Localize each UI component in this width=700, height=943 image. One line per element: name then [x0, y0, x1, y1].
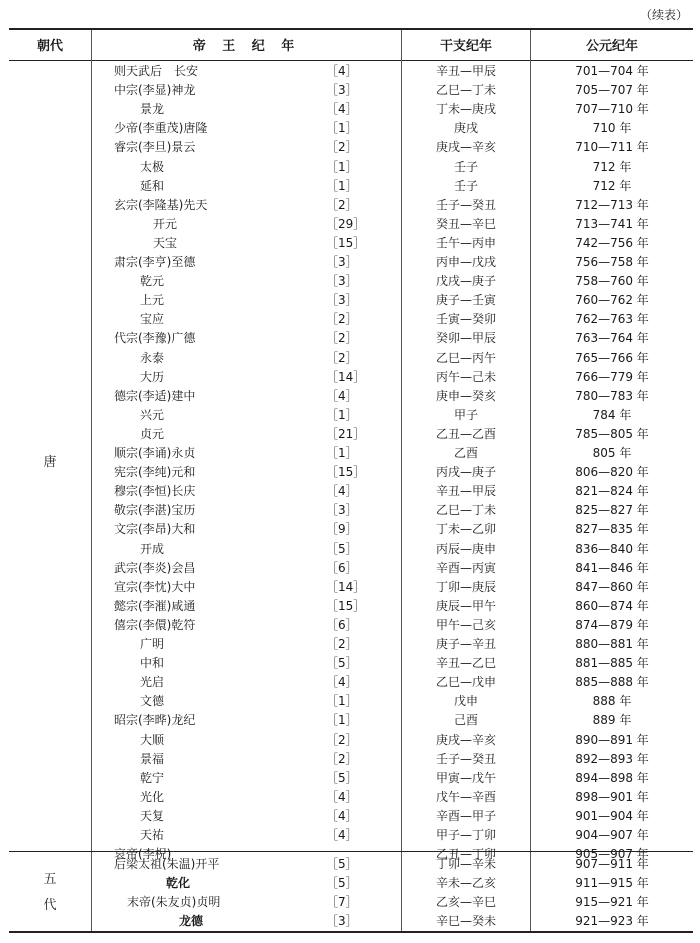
- reign-name: 光启: [140, 675, 165, 690]
- ganzhi-years: 壬子: [453, 159, 478, 174]
- reign-years: ［29］: [326, 216, 366, 231]
- ganzhi-years: 庚子—辛丑: [435, 637, 496, 651]
- table-row: [0, 368, 700, 387]
- reign-years: ［15］: [326, 465, 366, 480]
- ad-years: 806—820 年: [575, 465, 649, 480]
- reign-years: ［5］: [326, 541, 358, 556]
- reign-years: ［14］: [326, 369, 366, 384]
- reign-name: 乾宁: [140, 770, 165, 785]
- reign-years: ［4］: [326, 388, 358, 403]
- reign-name: 上元: [140, 293, 165, 308]
- ganzhi-years: 辛酉—丙寅: [435, 560, 496, 575]
- reign-years: ［1］: [326, 121, 358, 136]
- ganzhi-years: 辛巳—癸未: [435, 914, 496, 929]
- table-row: [0, 788, 700, 807]
- ganzhi-years: 壬子—癸丑: [435, 197, 496, 212]
- reign-years: ［6］: [326, 560, 358, 575]
- reign-years: ［1］: [326, 446, 358, 460]
- ganzhi-years: 甲午—己亥: [435, 617, 496, 632]
- table-row: [0, 425, 700, 444]
- ganzhi-years: 庚戌—辛亥: [435, 140, 496, 155]
- ad-years: 712—713 年: [575, 197, 649, 212]
- ad-years: 915—921 年: [575, 895, 649, 910]
- table-row: [0, 855, 700, 874]
- reign-years: ［5］: [326, 656, 358, 671]
- header-rule: [9, 60, 693, 61]
- reign-years: ［3］: [326, 255, 358, 269]
- ad-years: 860—874 年: [575, 598, 649, 613]
- reign-years: ［5］: [326, 876, 358, 891]
- table-row: [0, 750, 700, 769]
- ganzhi-years: 乙巳—丙午: [435, 350, 496, 365]
- reign-name: 则天武后 长安: [114, 64, 199, 78]
- ganzhi-years: 乙巳—丁未: [435, 503, 496, 518]
- reign-years: ［4］: [326, 64, 358, 78]
- reign-years: ［1］: [326, 713, 358, 728]
- ganzhi-years: 庚戌—辛亥: [435, 732, 496, 747]
- ganzhi-years: 甲子: [453, 407, 478, 422]
- ad-years: 827—835 年: [575, 522, 649, 537]
- ganzhi-years: 戊戌—庚子: [435, 274, 496, 289]
- table-row: [0, 769, 700, 788]
- dynasty-label: [9, 455, 91, 471]
- reign-name: 兴元: [140, 407, 165, 422]
- ad-years: 898—901 年: [575, 789, 649, 804]
- header-dynasty: 朝代: [36, 39, 63, 54]
- table-row: [0, 100, 700, 119]
- reign-years: ［1］: [326, 159, 358, 174]
- table-row: [0, 692, 700, 711]
- ad-years: 710—711 年: [575, 140, 649, 155]
- ganzhi-years: 壬午—丙申: [435, 235, 496, 250]
- ganzhi-years: 丙午—己未: [435, 369, 496, 384]
- table-row: [0, 501, 700, 520]
- reign-name: 中宗(李显)神龙: [114, 83, 196, 98]
- table-row: [0, 138, 700, 157]
- reign-name: 穆宗(李恒)长庆: [114, 484, 196, 499]
- table-row: [0, 874, 700, 893]
- table-row: [0, 893, 700, 912]
- table-row: [0, 826, 700, 845]
- ganzhi-years: 庚辰—甲午: [435, 598, 496, 613]
- reign-name: 永泰: [140, 350, 165, 365]
- reign-name: 德宗(李适)建中: [114, 388, 196, 403]
- ganzhi-years: 乙酉: [453, 446, 478, 460]
- table-row: [0, 196, 700, 215]
- reign-name: 懿宗(李漼)咸通: [114, 598, 196, 613]
- ganzhi-years: 己酉: [453, 713, 478, 728]
- table-row: [0, 654, 700, 673]
- ad-years: 836—840 年: [575, 541, 649, 556]
- reign-name: 文德: [140, 694, 165, 709]
- table-row: [0, 540, 700, 559]
- reign-name: 肃宗(李亨)至德: [114, 255, 196, 269]
- ganzhi-years: 辛丑—乙巳: [435, 656, 496, 671]
- table-row: [0, 578, 700, 597]
- table-row: [0, 635, 700, 654]
- reign-name: 武宗(李炎)会昌: [114, 560, 196, 575]
- ganzhi-years: 壬子: [453, 178, 478, 193]
- reign-name: 后梁太祖(朱温)开平: [114, 857, 220, 871]
- reign-name: 大历: [140, 369, 165, 384]
- table-row: [0, 158, 700, 177]
- ad-years: 742—756 年: [575, 235, 649, 250]
- ad-years: 901—904 年: [575, 808, 649, 823]
- ad-years: 894—898 年: [575, 770, 649, 785]
- table-row: [0, 463, 700, 482]
- reign-years: ［7］: [326, 895, 358, 910]
- ad-years: 892—893 年: [575, 751, 649, 766]
- reign-years: ［3］: [326, 293, 358, 308]
- table-row: [0, 234, 700, 253]
- ganzhi-years: 丁未—乙卯: [435, 522, 496, 537]
- reign-name: 昭宗(李晔)龙纪: [114, 713, 196, 728]
- reign-years: ［5］: [326, 857, 358, 871]
- ad-years: 889 年: [592, 713, 632, 728]
- ganzhi-years: 丁未—庚戌: [435, 102, 496, 117]
- ganzhi-years: 甲子—丁卯: [435, 828, 496, 842]
- ad-years: 881—885 年: [575, 656, 649, 671]
- ad-years: 712 年: [592, 159, 632, 174]
- ad-years: 713—741 年: [575, 216, 649, 231]
- reign-name: 少帝(李重茂)唐隆: [114, 121, 208, 136]
- ganzhi-years: 庚申—癸亥: [435, 388, 496, 403]
- reign-name: 睿宗(李旦)景云: [114, 140, 196, 155]
- reign-name: 天宝: [153, 235, 178, 250]
- ganzhi-years: 乙丑—乙酉: [435, 426, 496, 441]
- top-rule: [9, 28, 693, 30]
- table-row: [0, 272, 700, 291]
- reign-years: ［2］: [326, 312, 358, 327]
- reign-name: 开元: [153, 216, 178, 231]
- ad-years: 707—710 年: [575, 102, 649, 117]
- reign-years: ［2］: [326, 732, 358, 747]
- reign-name: 开成: [140, 541, 165, 556]
- reign-years: ［1］: [326, 694, 358, 709]
- table-row: [0, 559, 700, 578]
- ad-years: 805 年: [592, 446, 632, 460]
- table-row: [0, 329, 700, 348]
- reign-years: ［2］: [326, 751, 358, 766]
- ganzhi-years: 壬寅—癸卯: [435, 312, 496, 327]
- reign-name: 贞元: [140, 426, 165, 441]
- reign-years: ［4］: [326, 675, 358, 690]
- header-reign: 帝 王 纪 年: [192, 39, 301, 54]
- continued-label: （续表）: [639, 8, 688, 22]
- table-row: [0, 912, 700, 931]
- ganzhi-years: 丙申—戊戌: [435, 255, 496, 269]
- reign-years: ［4］: [326, 789, 358, 804]
- reign-name: 大顺: [140, 732, 165, 747]
- table-row: [0, 444, 700, 463]
- ganzhi-years: 辛酉—甲子: [435, 808, 496, 823]
- ad-years: 701—704 年: [575, 64, 649, 78]
- table-row: [0, 81, 700, 100]
- ad-years: 907—911 年: [575, 857, 649, 871]
- ad-years: 758—760 年: [575, 274, 649, 289]
- reign-years: ［1］: [326, 178, 358, 193]
- ad-years: 760—762 年: [575, 293, 649, 308]
- ad-years: 841—846 年: [575, 560, 649, 575]
- reign-years: ［2］: [326, 331, 358, 346]
- ganzhi-years: 辛丑—甲辰: [435, 484, 496, 499]
- table-row: [0, 215, 700, 234]
- reign-name: 景福: [140, 751, 165, 766]
- table-row: [0, 119, 700, 138]
- ad-years: 821—824 年: [575, 484, 649, 499]
- reign-years: ［4］: [326, 102, 358, 117]
- reign-name: 光化: [140, 789, 165, 804]
- ad-years: 885—888 年: [575, 675, 649, 690]
- table-row: [0, 520, 700, 539]
- ganzhi-years: 丁卯—庚辰: [435, 579, 496, 594]
- ganzhi-years: 乙巳—丁未: [435, 83, 496, 98]
- reign-name: 乾化: [166, 876, 191, 891]
- table-row: [0, 731, 700, 750]
- ad-years: 765—766 年: [575, 350, 649, 365]
- ad-years: 784 年: [592, 407, 632, 422]
- reign-name: 代宗(李豫)广德: [114, 331, 196, 346]
- reign-name: 文宗(李昂)大和: [114, 522, 196, 537]
- reign-name: 太极: [140, 159, 165, 174]
- table-row: [0, 482, 700, 501]
- ganzhi-years: 庚子—壬寅: [435, 293, 496, 308]
- ganzhi-years: 乙巳—戊申: [435, 675, 496, 690]
- ganzhi-years: 庚戌: [453, 121, 478, 136]
- reign-years: ［4］: [326, 808, 358, 823]
- reign-name: 中和: [140, 656, 165, 671]
- ad-years: 705—707 年: [575, 83, 649, 98]
- ganzhi-years: 戊午—辛酉: [435, 789, 496, 804]
- reign-name: 广明: [140, 637, 165, 651]
- ganzhi-years: 丙辰—庚申: [435, 541, 496, 556]
- dynasty-label-char: 唐: [43, 455, 57, 471]
- ganzhi-years: 甲寅—戊午: [435, 770, 496, 785]
- ganzhi-years: 辛丑—甲辰: [435, 64, 496, 78]
- header-ganzhi: 干支纪年: [439, 39, 492, 54]
- ad-years: 921—923 年: [575, 914, 649, 929]
- table-row: [0, 711, 700, 730]
- header-ad: 公元纪年: [585, 39, 638, 54]
- dynasty-label-char: 代: [43, 898, 57, 914]
- table-row: [0, 253, 700, 272]
- table-row: [0, 62, 700, 81]
- ad-years: 762—763 年: [575, 312, 649, 327]
- reign-name: 哀帝(李柷): [114, 847, 172, 862]
- reign-years: ［4］: [326, 484, 358, 499]
- table-row: [0, 807, 700, 826]
- table-row: [0, 616, 700, 635]
- ad-years: 825—827 年: [575, 503, 649, 518]
- reign-years: ［2］: [326, 140, 358, 155]
- ad-years: 766—779 年: [575, 369, 649, 384]
- reign-years: ［3］: [326, 914, 358, 929]
- table-row: [0, 310, 700, 329]
- ad-years: 880—881 年: [575, 637, 649, 651]
- reign-name: 宪宗(李纯)元和: [114, 465, 196, 480]
- dynasty-label-char: 五: [43, 872, 57, 888]
- ganzhi-years: 辛未—乙亥: [435, 876, 496, 891]
- ganzhi-years: 癸卯—甲辰: [435, 331, 496, 346]
- reign-years: ［3］: [326, 274, 358, 289]
- ganzhi-years: 壬子—癸丑: [435, 751, 496, 766]
- reign-name: 宝应: [140, 312, 165, 327]
- reign-years: ［9］: [326, 522, 358, 537]
- reign-name: 天祐: [140, 828, 165, 842]
- table-row: [0, 387, 700, 406]
- ad-years: 904—907 年: [575, 828, 649, 842]
- reign-years: ［2］: [326, 350, 358, 365]
- reign-name: 僖宗(李儇)乾符: [114, 617, 196, 632]
- reign-years: ［2］: [326, 197, 358, 212]
- reign-years: ［14］: [326, 579, 366, 594]
- reign-name: 敬宗(李湛)宝历: [114, 503, 196, 518]
- ad-years: 756—758 年: [575, 255, 649, 269]
- ad-years: 890—891 年: [575, 732, 649, 747]
- ganzhi-years: 丁卯—辛未: [435, 857, 496, 871]
- reign-name: 末帝(朱友贞)贞明: [127, 895, 221, 910]
- reign-name: 景龙: [140, 102, 165, 117]
- reign-years: ［5］: [326, 770, 358, 785]
- ad-years: 710 年: [592, 121, 632, 136]
- reign-name: 顺宗(李诵)永贞: [114, 446, 196, 460]
- ganzhi-years: 乙丑—丁卯: [435, 847, 496, 862]
- reign-name: 玄宗(李隆基)先天: [114, 197, 208, 212]
- reign-years: ［21］: [326, 426, 366, 441]
- reign-name: 宣宗(李忱)大中: [114, 579, 196, 594]
- bottom-rule: [9, 931, 693, 933]
- reign-years: ［2］: [326, 637, 358, 651]
- table-row: [0, 291, 700, 310]
- table-row: [0, 673, 700, 692]
- ganzhi-years: 丙戌—庚子: [435, 465, 496, 480]
- ad-years: 847—860 年: [575, 579, 649, 594]
- reign-years: ［6］: [326, 617, 358, 632]
- ganzhi-years: 戊申: [453, 694, 478, 709]
- reign-name: 延和: [140, 178, 165, 193]
- table-row: [0, 597, 700, 616]
- ad-years: 905—907 年: [575, 847, 649, 862]
- ad-years: 874—879 年: [575, 617, 649, 632]
- table-row: [0, 349, 700, 368]
- dynasty-label: [9, 872, 91, 914]
- ad-years: 785—805 年: [575, 426, 649, 441]
- ad-years: 888 年: [592, 694, 632, 709]
- ad-years: 911—915 年: [575, 876, 649, 891]
- reign-name: 龙德: [179, 914, 204, 929]
- ad-years: 780—783 年: [575, 388, 649, 403]
- reign-years: ［3］: [326, 503, 358, 518]
- reign-name: 乾元: [140, 274, 165, 289]
- reign-years: ［1］: [326, 407, 358, 422]
- reign-name: 天复: [140, 808, 165, 823]
- ganzhi-years: 乙亥—辛巳: [435, 895, 496, 910]
- reign-years: ［15］: [326, 235, 366, 250]
- ad-years: 712 年: [592, 178, 632, 193]
- ganzhi-years: 癸丑—辛巳: [435, 216, 496, 231]
- reign-years: ［15］: [326, 598, 366, 613]
- reign-years: ［3］: [326, 83, 358, 98]
- reign-years: ［4］: [326, 828, 358, 842]
- table-row: [0, 406, 700, 425]
- table-row: [0, 177, 700, 196]
- ad-years: 763—764 年: [575, 331, 649, 346]
